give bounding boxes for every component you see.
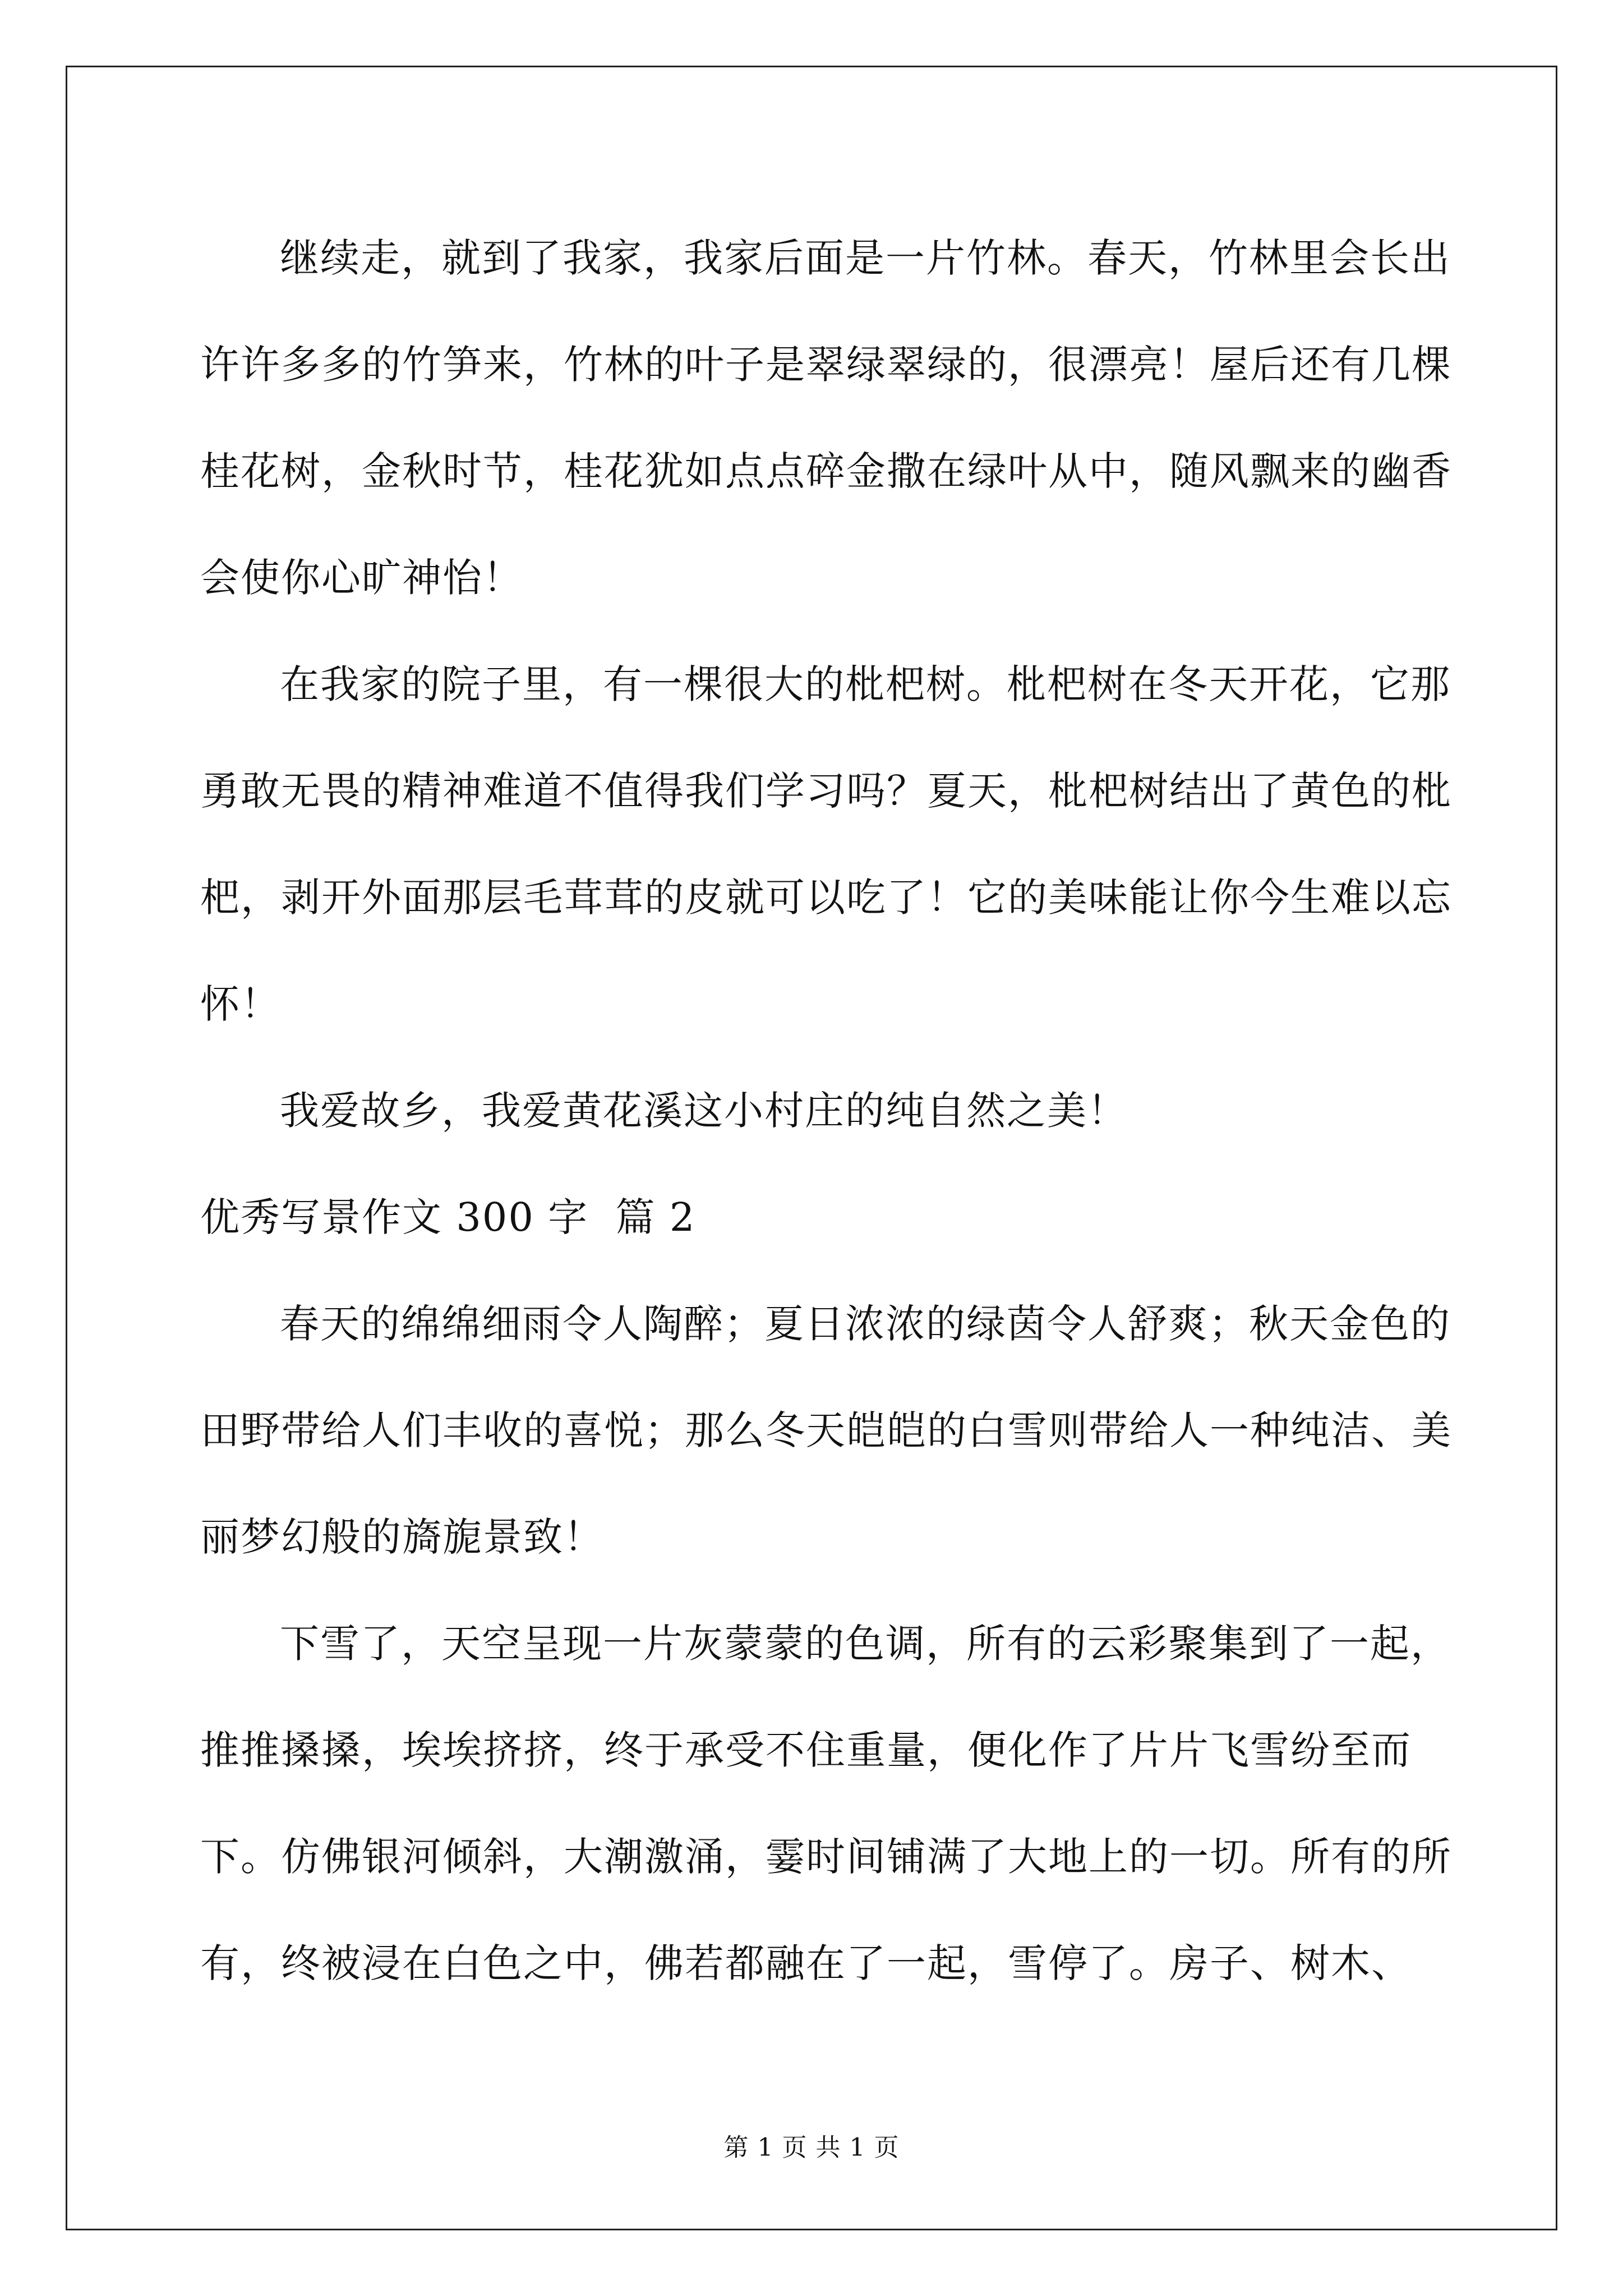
text-line: 的幽香会使你心旷神怡！ <box>200 448 1452 601</box>
text-line: 难以忘怀！ <box>200 875 1452 1027</box>
paragraph-love-hometown <box>200 1057 1462 1164</box>
paragraph-four-seasons <box>200 1271 1462 1590</box>
page-number-footer: 第 1 页 共 1 页 <box>723 2133 900 2162</box>
paragraph-loquat-tree <box>200 631 1462 1057</box>
text-line: 的枇杷，剥开外面那层毛茸茸的皮就可以吃了！它的美味能让你今生 <box>200 768 1452 921</box>
document-body <box>200 205 1462 2017</box>
section-heading: 优秀写景作文 300 字 篇 2 <box>200 1194 696 1240</box>
text-line: 美丽梦幻般的旖旎景致！ <box>200 1407 1452 1560</box>
text-line: 所有，终被浸在白色之中，佛若都融在了一起，雪停了。房子、树木、 <box>200 1834 1452 1986</box>
text-line: 春天的绵绵细雨令人陶醉；夏日浓浓的绿茵令人舒爽；秋天金色 <box>280 1301 1410 1347</box>
text-line: 那勇敢无畏的精神难道不值得我们学习吗？夏天，枇杷树结出了黄色 <box>200 661 1451 814</box>
paragraph-bamboo-grove <box>200 205 1462 631</box>
text-line: 推推搡搡，埃埃挤挤，终于承受不住重量，便化作了片片飞雪纷至而 <box>200 1727 1412 1773</box>
text-line: 继续走，就到了我家，我家后面是一片竹林。春天，竹林里会长 <box>280 235 1410 281</box>
text-line: 几棵桂花树，金秋时节，桂花犹如点点碎金撒在绿叶从中，随风飘来 <box>200 342 1452 494</box>
text-line: 下。仿佛银河倾斜，大潮激涌，霎时间铺满了大地上的一切。所有的 <box>200 1834 1412 1880</box>
text-line: 出许许多多的竹笋来，竹林的叶子是翠绿翠绿的，很漂亮！屋后还有 <box>200 235 1451 388</box>
paragraph-snowfall <box>200 1590 1462 2017</box>
text-line: 我爱故乡，我爱黄花溪这小村庄的纯自然之美！ <box>280 1088 1128 1134</box>
text-line: 在我家的院子里，有一棵很大的枇杷树。枇杷树在冬天开花，它 <box>280 661 1410 707</box>
text-line: 下雪了，天空呈现一片灰蒙蒙的色调，所有的云彩聚集到了一起， <box>280 1621 1451 1667</box>
text-line: 的田野带给人们丰收的喜悦；那么冬天皑皑的白雪则带给人一种纯洁、 <box>200 1301 1451 1453</box>
